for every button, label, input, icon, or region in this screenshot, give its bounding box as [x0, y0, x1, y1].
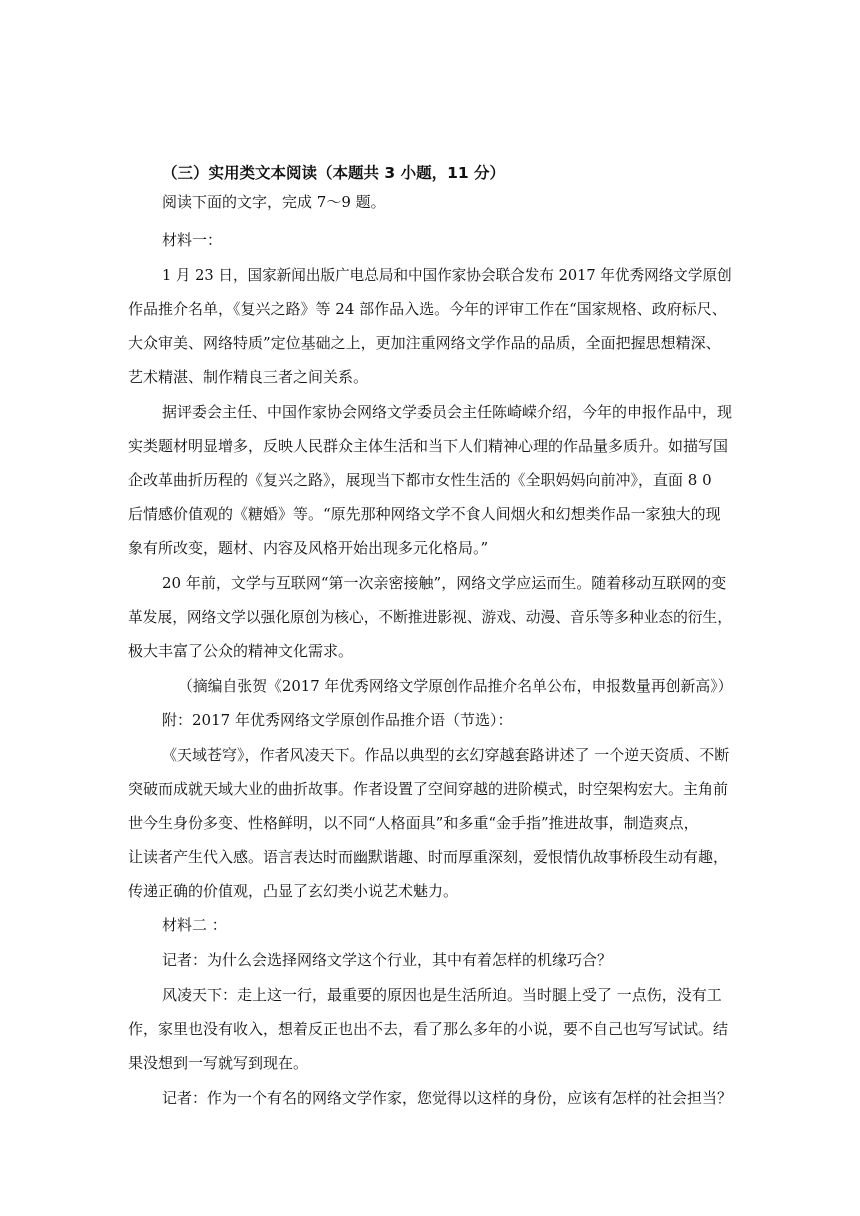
interview-question: 记者：为什么会选择网络文学这个行业，其中有着怎样的机缘巧合？	[162, 951, 613, 969]
paragraph-line: 1 月 23 日，国家新闻出版广电总局和中国作家协会联合发布 2017 年优秀网络文学原创	[162, 266, 732, 284]
material-one-label: 材料一：	[162, 231, 223, 249]
appendix-line: 世今生身份多变、性格鲜明，以不同“人格面具”和多重“金手指”推进故事，制造爽点，	[128, 814, 699, 832]
interview-answer-line: 果没想到一写就写到现在。	[128, 1054, 309, 1072]
interview-answer-line: 风凌天下：走上这一行，最重要的原因也是生活所迫。当时腿上受了 一点伤，没有工	[162, 986, 722, 1004]
paragraph-line: 作品推介名单，《复兴之路》等 24 部作品入选。今年的评审工作在“国家规格、政府标尺、	[128, 300, 727, 318]
interview-answer-line: 作，家里也没有收入，想着反正也出不去，看了那么多年的小说，要不自己也写写试试。结	[128, 1020, 729, 1038]
appendix-line: 突破而成就天域大业的曲折故事。作者设置了空间穿越的进阶模式，时空架构宏大。主角前	[128, 780, 729, 798]
source-note: （摘编自张贺《2017 年优秀网络文学原创作品推介名单公布，申报数量再创新高》）	[178, 677, 733, 695]
appendix-line: 传递正确的价值观，凸显了玄幻类小说艺术魅力。	[128, 882, 459, 900]
paragraph-line: 20 年前，文学与互联网“第一次亲密接触”，网络文学应运而生。随着移动互联网的变	[162, 574, 727, 592]
paragraph-line: 据评委会主任、中国作家协会网络文学委员会主任陈崎嵘介绍，今年的申报作品中，现	[162, 403, 733, 421]
appendix-line: 让读者产生代入感。语言表达时而幽默谐趣、时而厚重深刻，爱恨情仇故事桥段生动有趣，	[128, 848, 729, 866]
paragraph-line: 实类题材明显增多，反映人民群众主体生活和当下人们精神心理的作品量多质升。如描写国	[128, 437, 729, 455]
material-two-label: 材料二 ：	[162, 916, 227, 934]
paragraph-line: 革发展，网络文学以强化原创为核心，不断推进影视、游戏、动漫、音乐等多种业态的衍生，	[128, 608, 733, 626]
paragraph-line: 企改革曲折历程的《复兴之路》，展现当下都市女性生活的《全职妈妈向前冲》，直面 8 0	[128, 471, 712, 489]
paragraph-line: 后情感价值观的《糖婚》等。“原先那种网络文学不食人间烟火和幻想类作品一家独大的现	[128, 505, 721, 523]
paragraph-line: 大众审美、网络特质”定位基础之上，更加注重网络文学作品的品质，全面把握思想精深、	[128, 334, 721, 352]
instruction-text: 阅读下面的文字，完成 7～9 题。	[162, 193, 386, 211]
paragraph-line: 极大丰富了公众的精神文化需求。	[128, 642, 354, 660]
interview-question: 记者：作为一个有名的网络文学作家，您觉得以这样的身份，应该有怎样的社会担当？	[162, 1089, 733, 1107]
section-heading: （三）实用类文本阅读（本题共 3 小题，11 分）	[162, 164, 506, 182]
paragraph-line: 象有所改变，题材、内容及风格开始出现多元化格局。”	[128, 539, 489, 557]
appendix-title: 附：2017 年优秀网络文学原创作品推介语（节选）：	[162, 711, 513, 729]
paragraph-line: 艺术精湛、制作精良三者之间关系。	[128, 368, 369, 386]
appendix-line: 《天域苍穹》，作者风凌天下。作品以典型的玄幻穿越套路讲述了 一个逆天资质、不断	[162, 746, 730, 764]
